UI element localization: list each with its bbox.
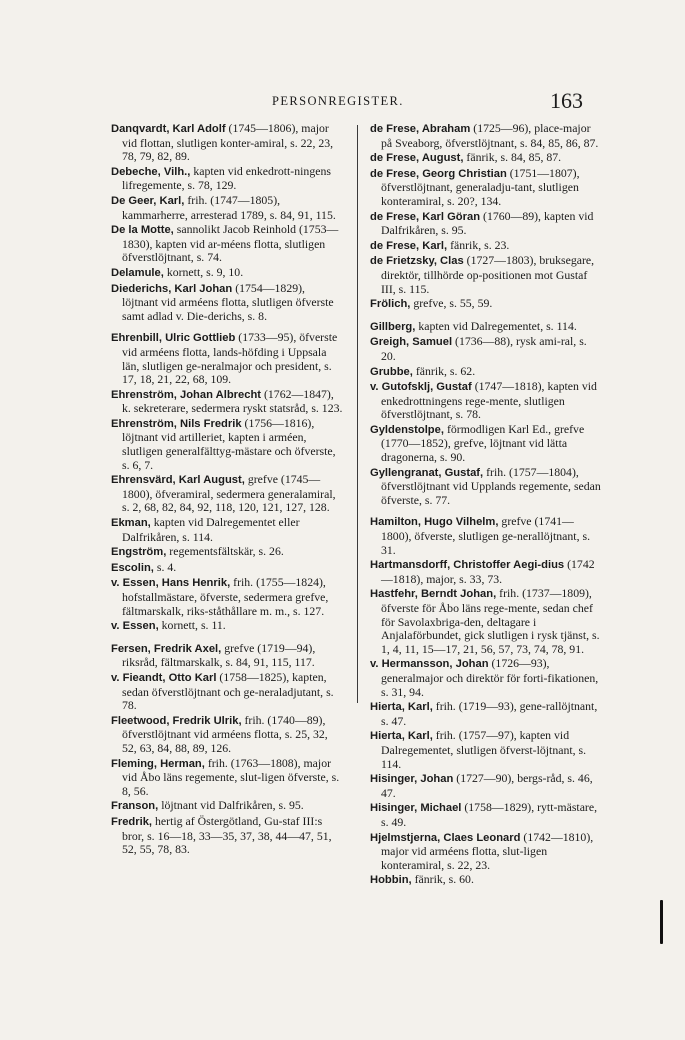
entry-text: frih. (1757—1804), öfverstlöjtnant vid Upplands regemente, sedan öfverste, s. 77. bbox=[381, 464, 601, 507]
register-entry bbox=[111, 576, 343, 618]
register-entry bbox=[370, 297, 602, 312]
register-entry bbox=[111, 194, 343, 222]
entry-text: fänrik, s. 60. bbox=[414, 872, 474, 887]
entry-name: Greigh, Samuel bbox=[370, 336, 453, 349]
entry-name: Danqvardt, Karl Adolf bbox=[111, 123, 226, 135]
entry-text: grefve, s. 55, 59. bbox=[413, 296, 493, 311]
register-entry bbox=[111, 642, 343, 670]
entry-name: Hjelmstjerna, Claes Leonard bbox=[370, 831, 521, 844]
entry-name: Engström, bbox=[111, 546, 167, 559]
register-entry bbox=[111, 561, 343, 576]
entry-text: förmodligen Karl Ed., grefve (1770—1852), grefve, löjtnant vid lätta dragonerna, s. 90. bbox=[381, 421, 585, 465]
entry-text: fänrik, s. 62. bbox=[415, 363, 476, 378]
entry-name: Hierta, Karl, bbox=[370, 730, 433, 743]
register-entry bbox=[370, 466, 602, 508]
register-entry bbox=[111, 331, 343, 386]
entry-name: Gyllengranat, Gustaf, bbox=[370, 466, 484, 479]
entry-name: Ehrenström, Johan Albrecht bbox=[111, 388, 262, 401]
register-entry bbox=[370, 380, 602, 422]
entry-name: Hisinger, Michael bbox=[370, 802, 462, 815]
entry-text: frih. (1737—1809), öfverste för Åbo läns rege-mente, sedan chef för Savolaxbriga-den, deltagare i Anjalaförbundet, gick slutligen i rysk tjänst, s. 1, 4, 11, 15—17, 21, 56, 57, 73, 74, 78, 91. bbox=[381, 586, 600, 656]
entry-text: kapten vid enkedrott-ningens lifregemente, s. 78, 129. bbox=[122, 163, 331, 193]
register-entry bbox=[111, 714, 343, 756]
entry-name: Delamule, bbox=[111, 266, 164, 279]
entry-text: (1726—93), generalmajor och direktör för forti-fikationen, s. 31, 94. bbox=[381, 656, 599, 699]
entry-name: v. Essen, Hans Henrik, bbox=[111, 577, 231, 590]
page-header bbox=[0, 88, 685, 118]
entry-name: De Geer, Karl, bbox=[111, 194, 185, 207]
register-entry bbox=[111, 223, 343, 265]
entry-name: Grubbe, bbox=[370, 365, 413, 378]
entry-text: frih. (1740—89), öfverstlöjtnant vid arméens flotta, s. 25, 32, 52, 63, 84, 88, 89, 126. bbox=[122, 712, 328, 755]
entry-text: (1760—89), kapten vid Dalfrikåren, s. 95. bbox=[381, 208, 594, 238]
register-entry bbox=[370, 423, 602, 465]
register-entry bbox=[370, 365, 602, 380]
entry-name: Hisinger, Johan bbox=[370, 773, 454, 786]
register-entry bbox=[111, 619, 343, 634]
register-entry bbox=[111, 671, 343, 713]
register-entry bbox=[111, 122, 343, 164]
entry-name: v. Hermansson, Johan bbox=[370, 658, 489, 671]
register-entry bbox=[111, 473, 343, 515]
entry-name: Escolin, bbox=[111, 561, 154, 574]
entry-name: Fleming, Herman, bbox=[111, 757, 205, 770]
entry-text: fänrik, s. 23. bbox=[450, 237, 510, 252]
entry-name: Hierta, Karl, bbox=[370, 701, 433, 714]
register-entry bbox=[370, 122, 602, 150]
entry-name: Diederichs, Karl Johan bbox=[111, 282, 233, 295]
entry-text: grefve (1719—94), riksråd, fältmarskalk, s. 84, 91, 115, 117. bbox=[122, 640, 316, 670]
entry-name: Ehrensvärd, Karl August, bbox=[111, 474, 245, 487]
register-entry bbox=[111, 388, 343, 416]
column-divider bbox=[357, 125, 358, 703]
entry-text: hertig af Östergötland, Gu-staf III:s bror, s. 16—18, 33—35, 37, 38, 44—47, 51, 52, 55, 78, 83. bbox=[122, 813, 332, 857]
entry-text: regementsfältskär, s. 26. bbox=[169, 544, 284, 559]
entry-text: kapten vid Dalregementet, s. 114. bbox=[418, 318, 577, 333]
entry-text: (1745—1806), major vid flottan, slutligen konter-amiral, s. 22, 23, 78, 79, 82, 89. bbox=[122, 121, 334, 164]
register-entry bbox=[370, 700, 602, 728]
entry-name: v. Gutofsklj, Gustaf bbox=[370, 381, 472, 394]
entry-text: (1727—1803), bruksegare, direktör, tillhörde op-positionen mot Gustaf III, s. 115. bbox=[381, 253, 595, 296]
entry-text: (1742—1810), major vid arméens flotta, slut-ligen konteramiral, s. 22, 23. bbox=[381, 829, 594, 872]
register-entry bbox=[370, 320, 602, 335]
entry-text: frih. (1755—1824), hofstallmästare, öfverste, sedermera grefve, fältmarskalk, riks-ståthållare m. m., s. 127. bbox=[122, 575, 329, 618]
entry-name: Ehrenbill, Ulric Gottlieb bbox=[111, 332, 236, 345]
register-entry bbox=[370, 587, 602, 656]
entry-name: Frölich, bbox=[370, 298, 411, 311]
entry-name: Debeche, Vilh., bbox=[111, 165, 191, 178]
entry-text: (1747—1818), kapten vid enkedrottningens rege-mente, slutligen öfverstlöjtnant, s. 78. bbox=[381, 379, 597, 422]
running-title: PERSONREGISTER. bbox=[272, 94, 404, 108]
entry-text: frih. (1763—1808), major vid Åbo läns regemente, slut-ligen öfverste, s. 8, 56. bbox=[122, 755, 340, 798]
entry-text: (1758—1825), kapten, sedan öfverstlöjtnant och ge-neraladjutant, s. 78. bbox=[122, 669, 334, 713]
entry-name: de Frese, Karl, bbox=[370, 239, 448, 252]
register-entry bbox=[111, 516, 343, 544]
register-entry bbox=[111, 417, 343, 472]
register-entry bbox=[370, 657, 602, 699]
entry-text: frih. (1747—1805), kammarherre, arresterad 1789, s. 84, 91, 115. bbox=[122, 192, 336, 222]
entry-name: v. Essen, bbox=[111, 620, 159, 633]
margin-mark bbox=[660, 900, 663, 944]
register-entry bbox=[370, 515, 602, 557]
entry-name: de Frese, Karl Göran bbox=[370, 210, 481, 223]
entry-text: (1727—90), bergs-råd, s. 46, 47. bbox=[381, 771, 593, 800]
entry-text: (1742—1818), major, s. 33, 73. bbox=[381, 557, 595, 586]
entry-name: Gyldenstolpe, bbox=[370, 423, 444, 436]
entry-text: sannolikt Jacob Reinhold (1753—1830), kapten vid ar-méens flotta, slutligen öfverstlöjtnant, s. 74. bbox=[122, 222, 339, 265]
entry-text: grefve (1745—1800), öfveramiral, sedermera generalamiral, s. 2, 68, 82, 84, 92, 118, 120, 121, 127, 128. bbox=[122, 472, 336, 515]
register-entry bbox=[370, 873, 602, 888]
register-entry bbox=[370, 772, 602, 800]
entry-text: grefve (1741—1800), öfverste, slutligen ge-nerallöjtnant, s. 31. bbox=[381, 514, 591, 557]
entry-text: (1725—96), place-major på Sveaborg, öfverstlöjtnant, s. 84, 85, 86, 87. bbox=[381, 121, 599, 150]
entry-text: kapten vid Dalregementet eller Dalfrikåren, s. 114. bbox=[122, 515, 300, 544]
entry-name: Gillberg, bbox=[370, 320, 416, 333]
entry-name: Hartmansdorff, Christoffer Aegi-dius bbox=[370, 559, 565, 572]
entry-text: frih. (1757—97), kapten vid Dalregementet, slutligen öfverst-löjtnant, s. 114. bbox=[381, 728, 587, 771]
entry-name: de Frese, August, bbox=[370, 152, 464, 165]
register-entry bbox=[370, 729, 602, 771]
register-entry bbox=[370, 239, 602, 254]
register-entry bbox=[370, 210, 602, 238]
entry-name: de Frese, Georg Christian bbox=[370, 167, 507, 180]
register-entry bbox=[370, 167, 602, 209]
register-entry bbox=[111, 815, 343, 857]
entry-text: kornett, s. 9, 10. bbox=[166, 264, 244, 279]
entry-name: De la Motte, bbox=[111, 224, 174, 237]
entry-name: Fredrik, bbox=[111, 815, 153, 828]
register-entry bbox=[111, 165, 343, 193]
register-entry bbox=[111, 757, 343, 799]
entry-name: Ekman, bbox=[111, 517, 151, 530]
entry-text: kornett, s. 11. bbox=[161, 618, 226, 633]
entry-name: Fersen, Fredrik Axel, bbox=[111, 642, 222, 655]
entry-name: v. Fieandt, Otto Karl bbox=[111, 671, 217, 684]
entry-text: (1733—95), öfverste vid arméens flotta, lands-höfding i Uppsala län, slutligen ge-neralmajor och president, s. 17, 18, 21, 22, 68, 109. bbox=[122, 330, 338, 387]
left-column bbox=[111, 122, 343, 858]
entry-text: (1762—1847), k. sekreterare, sedermera ryskt statsråd, s. 123. bbox=[122, 386, 343, 416]
entry-name: de Frese, Abraham bbox=[370, 123, 471, 135]
entry-name: Fleetwood, Fredrik Ulrik, bbox=[111, 714, 242, 727]
register-entry bbox=[370, 335, 602, 363]
register-entry bbox=[111, 545, 343, 560]
entry-name: Ehrenström, Nils Fredrik bbox=[111, 417, 242, 430]
page-number: 163 bbox=[550, 88, 583, 113]
register-entry bbox=[370, 801, 602, 829]
right-column bbox=[370, 122, 602, 889]
entry-name: Hamilton, Hugo Vilhelm, bbox=[370, 516, 499, 529]
entry-text: löjtnant vid Dalfrikåren, s. 95. bbox=[161, 798, 304, 813]
entry-text: s. 4. bbox=[156, 559, 177, 574]
entry-text: fänrik, s. 84, 85, 87. bbox=[466, 150, 562, 165]
register-entry bbox=[111, 799, 343, 814]
entry-name: Hobbin, bbox=[370, 874, 412, 887]
entry-text: (1758—1829), rytt-mästare, s. 49. bbox=[381, 800, 598, 829]
entry-name: de Frietzsky, Clas bbox=[370, 255, 464, 268]
entry-text: (1736—88), rysk ami-ral, s. 20. bbox=[381, 334, 587, 363]
entry-text: (1751—1807), öfverstlöjtnant, generaladju-tant, slutligen konteramiral, s. 20?, 134. bbox=[381, 165, 580, 208]
register-entry bbox=[111, 282, 343, 324]
register-entry bbox=[370, 558, 602, 586]
register-entry bbox=[111, 266, 343, 281]
entry-text: frih. (1719—93), gene-rallöjtnant, s. 47. bbox=[381, 699, 598, 728]
entry-text: (1754—1829), löjtnant vid arméens flotta, slutligen öfverste samt adlad v. Die-derichs, s. 8. bbox=[122, 280, 334, 323]
entry-name: Hastfehr, Berndt Johan, bbox=[370, 588, 497, 601]
register-entry bbox=[370, 151, 602, 166]
entry-name: Franson, bbox=[111, 800, 159, 813]
register-entry bbox=[370, 831, 602, 873]
entry-text: (1756—1816), löjtnant vid artilleriet, kapten i arméen, slutligen generalfälttyg-mästare och öfverste, s. 6, 7. bbox=[122, 415, 336, 472]
register-entry bbox=[370, 254, 602, 296]
